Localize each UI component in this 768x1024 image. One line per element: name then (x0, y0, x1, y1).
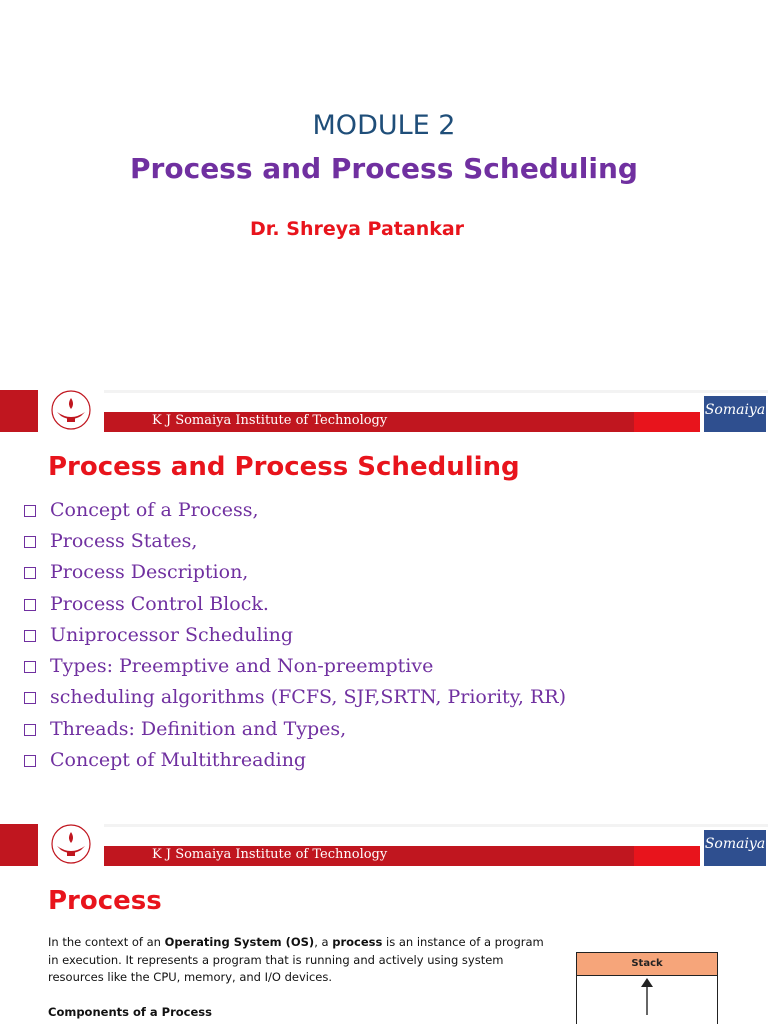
checkbox-bullet-icon (24, 724, 36, 736)
para-text: is an instance of a program in execution. It represents a program that is running and actively using system resources like the CPU, memory, and I/O devices. (48, 935, 544, 984)
process-heading: Process (48, 886, 162, 916)
banner-right-block (634, 846, 700, 866)
banner-left-block (0, 824, 38, 866)
topics-slide (0, 386, 768, 820)
checkbox-bullet-icon (24, 599, 36, 611)
banner-top-strip (0, 824, 768, 827)
banner-left-block (0, 390, 38, 432)
checkbox-bullet-icon (24, 536, 36, 548)
list-item (24, 557, 566, 588)
checkbox-bullet-icon (24, 661, 36, 673)
process-memory-diagram (576, 952, 718, 1024)
list-item-text: Concept of a Process, (50, 498, 259, 521)
lamp-emblem-icon (42, 822, 100, 866)
list-item-text: Process Control Block. (50, 592, 269, 615)
list-item-text: Concept of Multithreading (50, 749, 307, 772)
list-item-text: Threads: Definition and Types, (50, 717, 347, 740)
institute-name: K J Somaiya Institute of Technology (152, 847, 388, 862)
institute-banner (0, 820, 768, 868)
checkbox-bullet-icon (24, 630, 36, 642)
para-text: , a (314, 935, 333, 949)
list-item (24, 588, 566, 619)
up-arrow-icon (637, 977, 657, 1017)
topics-list (24, 494, 566, 776)
list-item (24, 619, 566, 650)
topics-heading: Process and Process Scheduling (48, 452, 520, 482)
checkbox-bullet-icon (24, 505, 36, 517)
lamp-emblem-icon (42, 388, 100, 432)
list-item-text: Types: Preemptive and Non-preemptive (50, 655, 434, 678)
para-text: In the context of an (48, 935, 165, 949)
para-os-term: Operating System (OS) (164, 935, 315, 949)
list-item (24, 744, 566, 775)
list-item-text: Uniprocessor Scheduling (50, 623, 294, 646)
module-label: MODULE 2 (312, 110, 456, 141)
institute-banner (0, 386, 768, 434)
list-item-text: Process States, (50, 529, 198, 552)
list-item-text: scheduling algorithms (FCFS, SJF,SRTN, Priority, RR) (50, 686, 566, 709)
process-definition (48, 934, 552, 987)
checkbox-bullet-icon (24, 567, 36, 579)
list-item (24, 650, 566, 681)
checkbox-bullet-icon (24, 755, 36, 767)
somaiya-logo (704, 830, 766, 866)
list-item (24, 713, 566, 744)
stack-segment: Stack (577, 953, 717, 976)
institute-name: K J Somaiya Institute of Technology (152, 413, 388, 428)
process-slide (0, 820, 768, 1024)
somaiya-logo-text: Somaiya (704, 402, 766, 418)
list-item (24, 525, 566, 556)
title-slide (0, 0, 768, 386)
banner-right-block (634, 412, 700, 432)
list-item-text: Process Description, (50, 561, 249, 584)
author-name: Dr. Shreya Patankar (250, 218, 465, 240)
checkbox-bullet-icon (24, 692, 36, 704)
slide-title: Process and Process Scheduling (130, 152, 638, 185)
somaiya-logo (704, 396, 766, 432)
list-item (24, 682, 566, 713)
list-item (24, 494, 566, 525)
components-heading: Components of a Process (48, 1005, 212, 1019)
somaiya-logo-text: Somaiya (704, 836, 766, 852)
para-process-term: process (332, 935, 383, 949)
banner-top-strip (0, 390, 768, 393)
